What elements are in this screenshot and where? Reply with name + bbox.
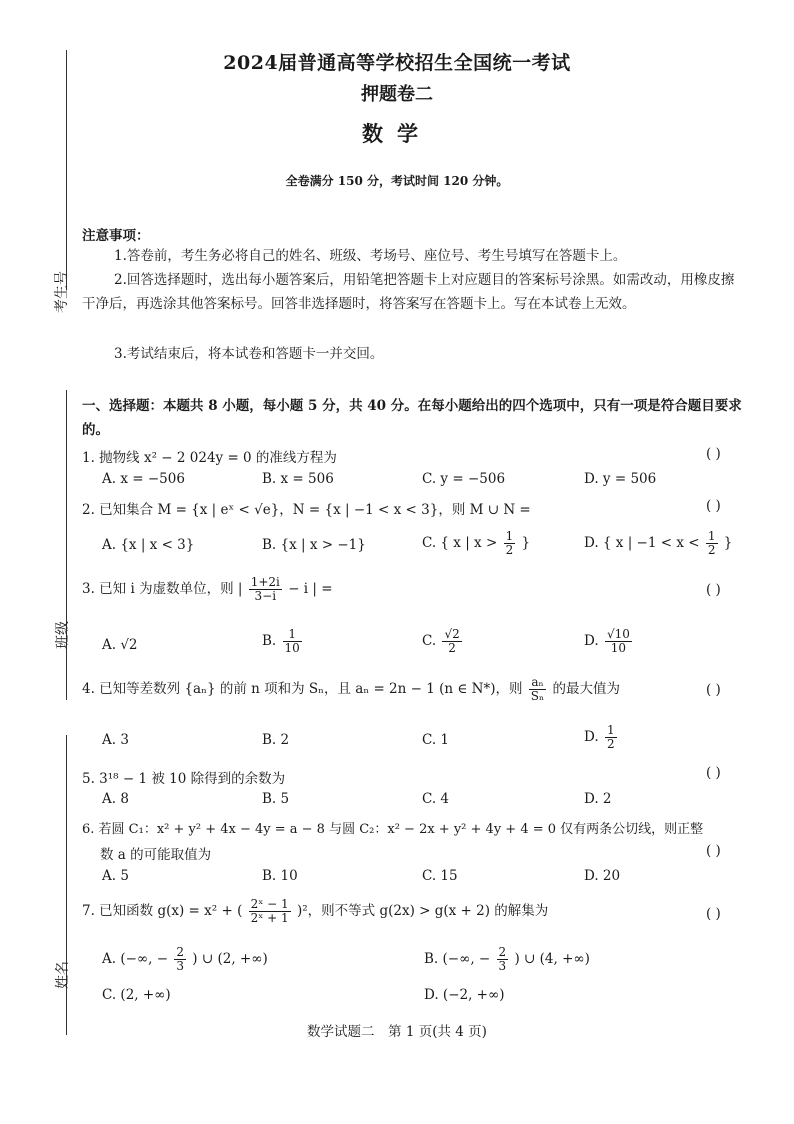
- q2-answer-paren: ( ): [706, 498, 721, 514]
- q4-d-den: 2: [606, 737, 615, 751]
- q2-option-c: [422, 530, 530, 557]
- q7-answer-paren: ( ): [706, 906, 721, 922]
- q3-option-a: A. √2: [102, 637, 138, 653]
- q7-b-suffix: ) ∪ (4, +∞): [514, 951, 590, 967]
- q2-c-fraction: [504, 530, 516, 557]
- q6-stem-line2: 数 a 的可能取值为: [100, 847, 212, 863]
- q3-b-den: 10: [284, 641, 300, 655]
- q3-option-c: [422, 628, 464, 655]
- q2-c-prefix: C. { x | x >: [422, 535, 498, 551]
- exam-subtitle: 押题卷二: [361, 84, 433, 105]
- q6-answer-paren: ( ): [706, 843, 721, 859]
- q3-c-num: √2: [444, 627, 460, 641]
- q4-stem-suffix: 的最大值为: [552, 681, 620, 697]
- q4-stem-num: aₙ: [529, 676, 546, 690]
- q4-answer-paren: ( ): [706, 682, 721, 698]
- q6-option-b: B. 10: [262, 868, 298, 884]
- q5-answer-paren: ( ): [706, 765, 721, 781]
- q5-stem: 5. 3¹⁸ − 1 被 10 除得到的余数为: [82, 771, 286, 787]
- q6-stem-line1: 6. 若圆 C₁：x² + y² + 4x − 4y = a − 8 与圆 C₂：x² − 2x + y² + 4y + 4 = 0 仅有两条公切线，则正整: [82, 822, 704, 837]
- q3-stem-suffix: − i | =: [288, 581, 333, 597]
- notice-item-1: 1.答卷前，考生务必将自己的姓名、班级、考场号、座位号、考生号填写在答题卡上。: [114, 248, 627, 264]
- q3-c-prefix: C.: [422, 633, 437, 649]
- q3-option-b: [262, 628, 304, 655]
- q2-option-a: A. {x | x < 3}: [102, 537, 195, 553]
- q7-b-prefix: B. (−∞, −: [424, 951, 491, 967]
- q7-a-num: 2: [176, 945, 184, 959]
- exam-title: 2024届普通高等学校招生全国统一考试: [223, 52, 571, 74]
- section-heading: 一、选择题：本题共 8 小题，每小题 5 分，共 40 分。在每小题给出的四个选项中，只有一项是符合题目要求的。: [82, 398, 742, 438]
- q3-c-den: 2: [448, 641, 456, 655]
- q7-option-d: D. (−2, +∞): [424, 987, 505, 1003]
- q4-stem-fraction: [529, 676, 546, 703]
- q7-b-den: 3: [498, 959, 507, 973]
- name-label: 姓名: [55, 961, 71, 989]
- q2-option-b: B. {x | x > −1}: [262, 537, 366, 553]
- exam-no-label: 考生号: [54, 271, 70, 313]
- notice-item-2: 2.回答选择题时，选出每小题答案后，用铅笔把答题卡上对应题目的答案标号涂黑。如需改动，用橡皮擦干净后，再选涂其他答案标号。回答非选择题时，将答案写在答题卡上。写在本试卷上无效。: [82, 272, 735, 312]
- q1-option-c: C. y = −506: [422, 471, 506, 487]
- q2-c-suffix: }: [521, 535, 531, 551]
- full-mark-note: 全卷满分 150 分，考试时间 120 分钟。: [285, 174, 509, 188]
- q3-b-num: 1: [283, 628, 302, 642]
- q7-stem: [82, 898, 548, 925]
- q4-stem-den: Sₙ: [530, 689, 545, 703]
- class-label: 班级: [55, 621, 71, 649]
- q3-stem-num: 1+2i: [250, 575, 280, 589]
- q2-d-den: 2: [707, 543, 716, 557]
- q4-d-prefix: D.: [584, 729, 599, 745]
- q7-b-num: 2: [498, 945, 507, 959]
- page-footer: 数学试题二 第 1 页(共 4 页): [307, 1024, 487, 1040]
- q1-option-b: B. x = 506: [262, 471, 334, 487]
- q4-stem-prefix: 4. 已知等差数列 {aₙ} 的前 n 项和为 Sₙ，且 aₙ = 2n − 1 (n ∈ N*)，则: [82, 681, 523, 697]
- q1-answer-paren: ( ): [706, 446, 721, 462]
- q3-stem-fraction: [249, 576, 282, 603]
- subject-title: 数学: [362, 121, 432, 146]
- q4-stem: [82, 676, 620, 703]
- q7-option-a: [102, 946, 268, 973]
- q2-d-prefix: D. { x | −1 < x <: [584, 535, 700, 551]
- q7-stem-fraction: [249, 898, 291, 925]
- q3-d-den: 10: [610, 641, 627, 655]
- q2-option-d: [584, 530, 732, 557]
- q7-a-fraction: [174, 946, 186, 973]
- q3-d-fraction: [605, 628, 632, 655]
- q6-option-d: D. 20: [584, 868, 621, 884]
- q7-stem-prefix: 7. 已知函数 g(x) = x² + (: [82, 903, 243, 919]
- q1-stem: 1. 抛物线 x² − 2 024y = 0 的准线方程为: [82, 450, 337, 466]
- q3-stem-den: 3−i: [254, 589, 277, 603]
- q6-option-a: A. 5: [102, 868, 129, 884]
- q5-option-d: D. 2: [584, 791, 612, 807]
- q7-stem-suffix: )²，则不等式 g(2x) > g(x + 2) 的解集为: [296, 903, 549, 919]
- q7-a-suffix: ) ∪ (2, +∞): [192, 951, 268, 967]
- q4-d-num: 1: [606, 723, 615, 737]
- q3-b-prefix: B.: [262, 633, 277, 649]
- q3-option-d: [584, 628, 634, 655]
- q2-stem: 2. 已知集合 M = {x | eˣ < √e}，N = {x | −1 < x < 3}，则 M ∪ N =: [82, 502, 531, 518]
- q6-option-c: C. 15: [422, 868, 458, 884]
- notice-item-3: 3.考试结束后，将本试卷和答题卡一并交回。: [114, 346, 384, 362]
- q1-option-a: A. x = −506: [102, 471, 185, 487]
- q7-stem-den: 2ˣ + 1: [250, 911, 289, 925]
- q2-c-num: 1: [505, 529, 514, 543]
- q5-option-a: A. 8: [102, 791, 129, 807]
- q7-option-b: [424, 946, 590, 973]
- q7-a-prefix: A. (−∞, −: [102, 951, 169, 967]
- q3-stem-prefix: 3. 已知 i 为虚数单位，则 |: [82, 581, 243, 597]
- q4-d-fraction: [605, 724, 617, 751]
- q2-d-num: 1: [707, 529, 716, 543]
- q2-d-fraction: [706, 530, 718, 557]
- q5-option-c: C. 4: [422, 791, 450, 807]
- margin-line-middle: [66, 390, 67, 700]
- q2-d-suffix: }: [723, 535, 733, 551]
- q4-option-b: B. 2: [262, 732, 290, 748]
- q5-option-b: B. 5: [262, 791, 290, 807]
- q3-d-prefix: D.: [584, 633, 599, 649]
- q3-answer-paren: ( ): [706, 582, 721, 598]
- q7-stem-num: 2ˣ − 1: [250, 897, 289, 911]
- q3-stem: [82, 576, 333, 603]
- q7-option-c: C. (2, +∞): [102, 987, 171, 1003]
- q3-b-fraction: [283, 628, 302, 655]
- q4-option-c: C. 1: [422, 732, 450, 748]
- q3-d-num: √10: [606, 627, 630, 641]
- q7-a-den: 3: [176, 959, 184, 973]
- q4-option-d: [584, 724, 619, 751]
- q3-c-fraction: [442, 628, 461, 655]
- q2-c-den: 2: [505, 543, 514, 557]
- margin-line-bottom: [66, 735, 67, 1035]
- q7-b-fraction: [497, 946, 509, 973]
- q1-option-d: D. y = 506: [584, 471, 657, 487]
- notice-heading: 注意事项：: [82, 228, 150, 244]
- q4-option-a: A. 3: [102, 732, 129, 748]
